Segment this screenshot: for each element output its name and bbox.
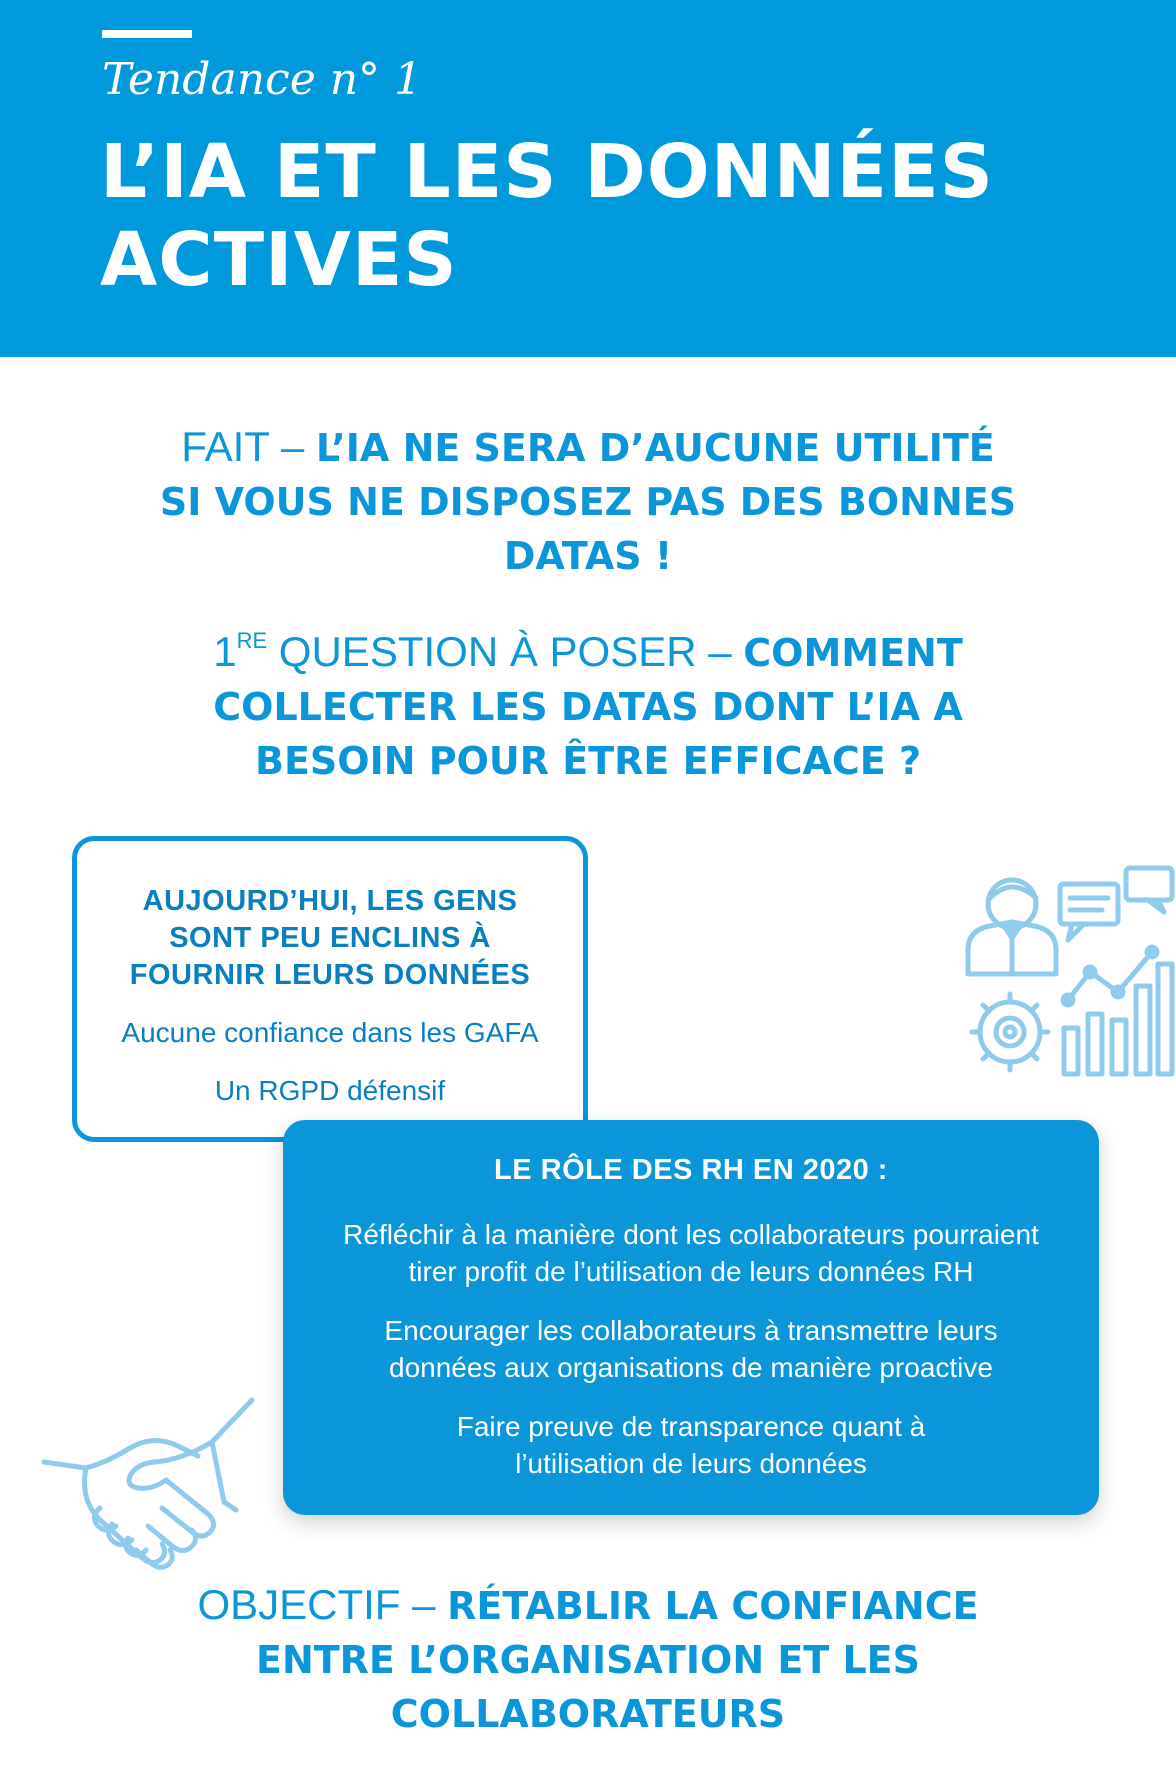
- today-heading-line: AUJOURD’HUI, LES GENS: [142, 885, 518, 917]
- fact-line: SI VOUS NE DISPOSEZ PAS DES BONNES: [159, 480, 1017, 524]
- objective-line: [100, 1578, 1076, 1633]
- today-item: Aucune confiance dans les GAFA: [121, 1017, 539, 1048]
- header-banner: [0, 0, 1176, 357]
- business-analyst-icon: [962, 862, 1176, 1082]
- question-number: 1: [213, 628, 237, 675]
- page-title: [100, 128, 994, 304]
- question-line: [100, 614, 1076, 680]
- fact-line: DATAS !: [503, 534, 673, 578]
- today-heading-line: FOURNIR LEURS DONNÉES: [129, 959, 531, 991]
- trend-kicker: Tendance n° 1: [102, 54, 423, 105]
- question-prefix: [213, 628, 743, 675]
- hr-role-line: Faire preuve de transparence quant à: [456, 1411, 926, 1442]
- objective-line: ENTRE L’ORGANISATION ET LES: [255, 1638, 921, 1682]
- objective-bold: RÉTABLIR LA CONFIANCE: [447, 1584, 979, 1628]
- hr-role-line: données aux organisations de manière proactive: [389, 1352, 993, 1383]
- fact-bold: L’IA NE SERA D’AUCUNE UTILITÉ: [315, 426, 995, 470]
- today-heading-line: SONT PEU ENCLINS À: [169, 922, 491, 954]
- hr-role-line: tirer profit de l’utilisation de leurs données RH: [408, 1256, 974, 1287]
- today-box-heading: [77, 883, 583, 994]
- fact-line: [100, 420, 1076, 475]
- today-box: [72, 836, 588, 1142]
- hr-role-line: l’utilisation de leurs données: [515, 1448, 867, 1479]
- question-line: COLLECTER LES DATAS DONT L’IA A: [213, 685, 963, 729]
- objective-prefix: OBJECTIF –: [197, 1581, 448, 1628]
- question-statement: [100, 614, 1076, 788]
- objective-line: COLLABORATEURS: [390, 1692, 786, 1736]
- fact-prefix: FAIT –: [181, 423, 316, 470]
- question-bold: COMMENT: [743, 631, 963, 675]
- hr-role-box: [283, 1120, 1099, 1515]
- question-ordinal: RE: [236, 628, 268, 653]
- hr-role-item: [283, 1312, 1099, 1386]
- page-title-line: L’IA ET LES DONNÉES: [100, 129, 994, 215]
- objective-statement: [100, 1578, 1076, 1741]
- hr-role-heading: LE RÔLE DES RH EN 2020 :: [494, 1154, 888, 1186]
- question-prefix-text: QUESTION À POSER –: [267, 628, 744, 675]
- header-rule: [102, 30, 192, 38]
- hr-role-item: [283, 1408, 1099, 1482]
- hr-role-item: [283, 1216, 1099, 1290]
- today-item: Un RGPD défensif: [214, 1075, 446, 1106]
- hr-role-line: Réfléchir à la manière dont les collaborateurs pourraient: [343, 1219, 1039, 1250]
- question-line: BESOIN POUR ÊTRE EFFICACE ?: [254, 739, 922, 783]
- fact-statement: [100, 420, 1076, 583]
- hr-role-line: Encourager les collaborateurs à transmettre leurs: [384, 1315, 998, 1346]
- handshake-icon: [40, 1396, 260, 1580]
- page-title-line: ACTIVES: [100, 217, 458, 303]
